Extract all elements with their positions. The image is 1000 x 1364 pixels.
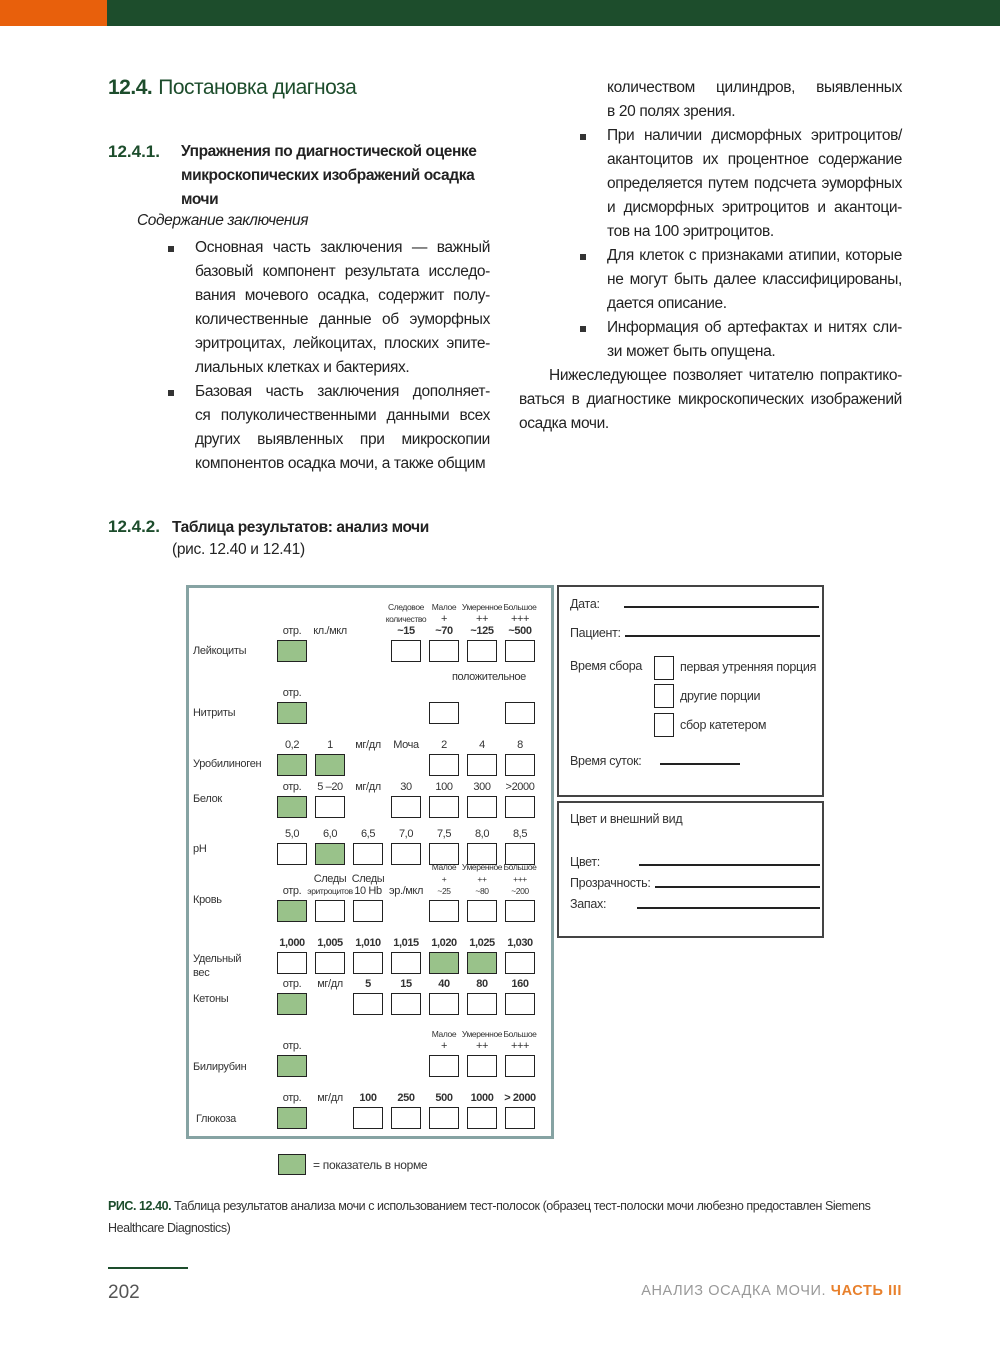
column-header: 2 bbox=[441, 739, 447, 751]
italic-subheading: Содержание заключения bbox=[137, 212, 309, 229]
column-header: 300 bbox=[473, 781, 491, 793]
result-box[interactable] bbox=[429, 754, 459, 776]
result-box[interactable] bbox=[277, 843, 307, 865]
row-label: Билирубин bbox=[193, 1061, 247, 1073]
text-line: ваться в диагностике микроскопических изображений bbox=[519, 391, 902, 408]
row-label: Удельный вес bbox=[193, 953, 242, 979]
column-header: положительное bbox=[452, 671, 526, 683]
result-box[interactable] bbox=[353, 993, 383, 1015]
normal-result-box[interactable] bbox=[277, 754, 307, 776]
result-box[interactable] bbox=[429, 993, 459, 1015]
column-header: отр. bbox=[282, 1040, 302, 1052]
legend-text: = показатель в норме bbox=[313, 1158, 428, 1172]
column-header: 160 bbox=[511, 978, 529, 990]
option-catheter: сбор катетером bbox=[680, 718, 767, 732]
title-line: Упражнения по диагностической оценке bbox=[181, 143, 477, 160]
column-header: 5,0 bbox=[284, 828, 300, 840]
column-header: 6,5 bbox=[360, 828, 376, 840]
column-header: Малое bbox=[431, 1029, 457, 1039]
column-header: мг/дл bbox=[317, 1092, 343, 1104]
normal-result-box[interactable] bbox=[277, 702, 307, 724]
column-header: мг/дл bbox=[355, 781, 381, 793]
column-header: Малое bbox=[431, 602, 457, 612]
column-header: 1,000 bbox=[279, 937, 305, 949]
subsection-title bbox=[181, 140, 501, 212]
column-header: ++ bbox=[475, 1040, 489, 1052]
result-box[interactable] bbox=[353, 1107, 383, 1129]
normal-result-box[interactable] bbox=[277, 900, 307, 922]
column-header: ++ bbox=[475, 613, 489, 625]
normal-result-box[interactable] bbox=[277, 796, 307, 818]
result-box[interactable] bbox=[505, 1107, 535, 1129]
column-header: 500 bbox=[435, 1092, 453, 1104]
column-header: +++ bbox=[510, 1040, 530, 1052]
result-box[interactable] bbox=[391, 796, 421, 818]
column-header: Умеренное bbox=[461, 602, 503, 612]
column-header: 250 bbox=[397, 1092, 415, 1104]
figure-caption bbox=[108, 1195, 903, 1239]
odor-label: Запах: bbox=[570, 897, 607, 911]
text-line: акантоцитов их процентное содержание bbox=[607, 151, 902, 168]
column-header: отр. bbox=[282, 687, 302, 699]
column-header: 30 bbox=[400, 781, 412, 793]
column-header: мг/дл bbox=[317, 978, 343, 990]
legend-swatch bbox=[278, 1154, 306, 1175]
result-box[interactable] bbox=[467, 993, 497, 1015]
row-label: Лейкоциты bbox=[193, 645, 247, 657]
column-header: отр. bbox=[282, 978, 302, 990]
normal-result-box[interactable] bbox=[277, 640, 307, 662]
column-header: 0,2 bbox=[284, 739, 300, 751]
row-label: Кровь bbox=[193, 894, 222, 906]
result-box[interactable] bbox=[429, 640, 459, 662]
normal-result-box[interactable] bbox=[277, 1107, 307, 1129]
footer-part: ЧАСТЬ III bbox=[830, 1283, 902, 1299]
normal-result-box[interactable] bbox=[429, 952, 459, 974]
column-header: 80 bbox=[476, 978, 488, 990]
normal-result-box[interactable] bbox=[277, 993, 307, 1015]
top-orange-accent bbox=[0, 0, 107, 26]
row-label: pH bbox=[193, 843, 207, 855]
time-of-day-field[interactable] bbox=[660, 763, 740, 765]
collection-time-label: Время сбора bbox=[570, 659, 643, 673]
result-box[interactable] bbox=[429, 796, 459, 818]
bullet-icon bbox=[580, 326, 586, 332]
patient-info-box bbox=[557, 585, 824, 797]
bullet-icon bbox=[580, 254, 586, 260]
column-header: 15 bbox=[400, 978, 412, 990]
subsection-number: 12.4.1. bbox=[108, 142, 160, 161]
text-line: количеством цилиндров, выявленных bbox=[607, 79, 902, 96]
column-header: ~80 bbox=[475, 886, 489, 896]
date-label: Дата: bbox=[570, 597, 600, 611]
text-line: базовый компонент результата исследо- bbox=[195, 263, 490, 280]
time-of-day-label: Время суток: bbox=[570, 754, 642, 768]
text-line: осадка мочи. bbox=[519, 415, 609, 432]
date-field[interactable] bbox=[624, 606, 819, 608]
page-number: 202 bbox=[108, 1282, 140, 1303]
column-header: Моча bbox=[393, 739, 419, 751]
column-header: 1000 bbox=[470, 1092, 494, 1104]
text-line: определяется путем подсчета эуморфных bbox=[607, 175, 902, 192]
column-header: 40 bbox=[438, 978, 450, 990]
result-box[interactable] bbox=[429, 900, 459, 922]
row-label: Глюкоза bbox=[196, 1113, 236, 1125]
column-header: ++ bbox=[477, 874, 487, 884]
result-box[interactable] bbox=[505, 640, 535, 662]
text-line: не могут быть далее классифицированы, bbox=[607, 271, 902, 288]
section-number: 12.4. bbox=[108, 76, 153, 99]
column-header: 5 –20 bbox=[317, 781, 343, 793]
result-box[interactable] bbox=[505, 900, 535, 922]
column-header: эр./мкл bbox=[389, 885, 423, 897]
column-header: 10 Hb bbox=[354, 885, 382, 897]
normal-result-box[interactable] bbox=[467, 952, 497, 974]
column-header: +++ bbox=[510, 613, 530, 625]
color-field[interactable] bbox=[639, 864, 820, 866]
result-box[interactable] bbox=[391, 1107, 421, 1129]
result-box[interactable] bbox=[429, 702, 459, 724]
column-header: Следовое bbox=[387, 602, 424, 612]
appearance-title: Цвет и внешний вид bbox=[570, 812, 683, 826]
result-box[interactable] bbox=[391, 993, 421, 1015]
column-header: 1,010 bbox=[355, 937, 381, 949]
column-header: + bbox=[440, 613, 448, 625]
row-label: Уробилиноген bbox=[193, 758, 262, 770]
color-label: Цвет: bbox=[570, 855, 600, 869]
subsection-title: Таблица результатов: анализ мочи bbox=[172, 519, 429, 536]
column-header: 1,015 bbox=[393, 937, 419, 949]
checkbox-other[interactable] bbox=[654, 684, 674, 708]
running-footer bbox=[641, 1283, 902, 1299]
column-header: отр. bbox=[282, 781, 302, 793]
result-box[interactable] bbox=[315, 952, 345, 974]
column-header: 7,5 bbox=[436, 828, 452, 840]
result-box[interactable] bbox=[429, 1055, 459, 1077]
text-line: компонентов осадка мочи, а также общим bbox=[195, 455, 486, 472]
patient-label: Пациент: bbox=[570, 626, 621, 640]
column-header: кл./мкл bbox=[313, 625, 347, 637]
column-header: количество bbox=[385, 614, 427, 624]
column-header: эритроцитов bbox=[307, 886, 353, 896]
column-header: 6,0 bbox=[322, 828, 338, 840]
column-header: 1 bbox=[327, 739, 333, 751]
checkbox-catheter[interactable] bbox=[654, 713, 674, 737]
column-header: 1,020 bbox=[431, 937, 457, 949]
result-box[interactable] bbox=[429, 1107, 459, 1129]
result-box[interactable] bbox=[505, 993, 535, 1015]
title-line: мочи bbox=[181, 191, 219, 208]
column-header: ~70 bbox=[435, 625, 453, 637]
column-header: отр. bbox=[282, 625, 302, 637]
text-line: Нижеследующее позволяет читателю попрактико- bbox=[549, 367, 902, 384]
result-box[interactable] bbox=[467, 796, 497, 818]
result-box[interactable] bbox=[467, 900, 497, 922]
column-header: 1,025 bbox=[469, 937, 495, 949]
normal-result-box[interactable] bbox=[315, 754, 345, 776]
normal-result-box[interactable] bbox=[277, 1055, 307, 1077]
column-header: +++ bbox=[513, 874, 527, 884]
column-header: 5 bbox=[365, 978, 371, 990]
normal-result-box[interactable] bbox=[315, 843, 345, 865]
column-header: 7,0 bbox=[398, 828, 414, 840]
column-header: ~15 bbox=[397, 625, 415, 637]
caption-label: РИС. 12.40. bbox=[108, 1199, 172, 1213]
text-line: Информация об артефактах и нитях сли- bbox=[607, 319, 902, 336]
column-header: Следы bbox=[313, 873, 347, 885]
result-box[interactable] bbox=[467, 754, 497, 776]
result-box[interactable] bbox=[315, 900, 345, 922]
column-header: 4 bbox=[479, 739, 485, 751]
column-header: 8,5 bbox=[512, 828, 528, 840]
text-line: Для клеток с признаками атипии, которые bbox=[607, 247, 902, 264]
result-box[interactable] bbox=[391, 640, 421, 662]
figure-reference: (рис. 12.40 и 12.41) bbox=[172, 541, 305, 558]
text-line: Основная часть заключения — важный bbox=[195, 239, 490, 256]
text-line: эритроцитах, лейкоцитах, плоских эпите- bbox=[195, 335, 490, 352]
column-header: 1,030 bbox=[507, 937, 533, 949]
result-box[interactable] bbox=[353, 952, 383, 974]
column-header: > 2000 bbox=[504, 1092, 536, 1104]
column-header: Следы bbox=[351, 873, 385, 885]
column-header: 8 bbox=[517, 739, 523, 751]
text-line: При наличии дисморфных эритроцитов/ bbox=[607, 127, 902, 144]
footer-rule bbox=[108, 1267, 188, 1269]
result-box[interactable] bbox=[391, 952, 421, 974]
subsection-number: 12.4.2. bbox=[108, 517, 160, 536]
patient-field[interactable] bbox=[625, 635, 820, 637]
result-box[interactable] bbox=[505, 754, 535, 776]
section-heading bbox=[108, 76, 356, 100]
column-header: >2000 bbox=[505, 781, 535, 793]
column-header: мг/дл bbox=[355, 739, 381, 751]
column-header: Умеренное bbox=[461, 862, 503, 872]
text-line: ся полуколичественными данными всех bbox=[195, 407, 490, 424]
column-header: отр. bbox=[282, 1092, 302, 1104]
clarity-field[interactable] bbox=[655, 886, 820, 888]
column-header: ~25 bbox=[437, 886, 451, 896]
bullet-icon bbox=[580, 134, 586, 140]
clarity-label: Прозрачность: bbox=[570, 876, 651, 890]
column-header: ~500 bbox=[508, 625, 532, 637]
option-morning: первая утренняя порция bbox=[680, 660, 817, 674]
row-label: Нитриты bbox=[193, 707, 236, 719]
result-box[interactable] bbox=[505, 796, 535, 818]
column-header: Большое bbox=[503, 862, 537, 872]
text-line: вания мочевого осадка, содержит полу- bbox=[195, 287, 490, 304]
checkbox-morning[interactable] bbox=[654, 656, 674, 680]
column-header: 100 bbox=[435, 781, 453, 793]
text-line: дается описание. bbox=[607, 295, 727, 312]
text-line: лиальных клетках и бактериях. bbox=[195, 359, 410, 376]
column-header: 1,005 bbox=[317, 937, 343, 949]
text-line: зи может быть опущена. bbox=[607, 343, 776, 360]
text-line: в 20 полях зрения. bbox=[607, 103, 736, 120]
text-line: Базовая часть заключения дополняет- bbox=[195, 383, 490, 400]
column-header: + bbox=[441, 874, 447, 884]
column-header: ~200 bbox=[511, 886, 529, 896]
result-box[interactable] bbox=[467, 1055, 497, 1077]
row-label: Кетоны bbox=[193, 993, 229, 1005]
row-label: Белок bbox=[193, 793, 222, 805]
result-box[interactable] bbox=[505, 702, 535, 724]
top-color-bar bbox=[0, 0, 1000, 26]
result-box[interactable] bbox=[467, 1107, 497, 1129]
column-header: Умеренное bbox=[461, 1029, 503, 1039]
column-header: 100 bbox=[359, 1092, 377, 1104]
result-box[interactable] bbox=[277, 952, 307, 974]
bullet-icon bbox=[168, 246, 174, 252]
column-header: Большое bbox=[503, 1029, 537, 1039]
result-box[interactable] bbox=[505, 952, 535, 974]
column-header: ~125 bbox=[470, 625, 494, 637]
text-line: количественные данные об эуморфных bbox=[195, 311, 490, 328]
column-header: отр. bbox=[282, 885, 302, 897]
footer-title: АНАЛИЗ ОСАДКА МОЧИ. bbox=[641, 1283, 827, 1299]
column-header: 8,0 bbox=[474, 828, 490, 840]
column-header: + bbox=[440, 1040, 448, 1052]
text-line: и дисморфных эритроцитов и акантоци- bbox=[607, 199, 902, 216]
column-header: Большое bbox=[503, 602, 537, 612]
result-box[interactable] bbox=[353, 900, 383, 922]
odor-field[interactable] bbox=[637, 907, 820, 909]
result-box[interactable] bbox=[315, 796, 345, 818]
bullet-icon bbox=[168, 390, 174, 396]
text-line: тов на 100 эритроцитов. bbox=[607, 223, 774, 240]
result-box[interactable] bbox=[467, 640, 497, 662]
caption-text: Таблица результатов анализа мочи с использованием тест-полосок (образец тест-полоски мочи любезно предоставлен Siemens Healthcare Diagnostics) bbox=[108, 1199, 871, 1235]
result-box[interactable] bbox=[505, 1055, 535, 1077]
section-title: Постановка диагноза bbox=[158, 76, 357, 99]
appearance-box bbox=[557, 801, 824, 938]
option-other: другие порции bbox=[680, 689, 761, 703]
result-box[interactable] bbox=[353, 843, 383, 865]
column-header: Малое bbox=[431, 862, 457, 872]
text-line: других выявленных при микроскопии bbox=[195, 431, 490, 448]
title-line: микроскопических изображений осадка bbox=[181, 167, 475, 184]
